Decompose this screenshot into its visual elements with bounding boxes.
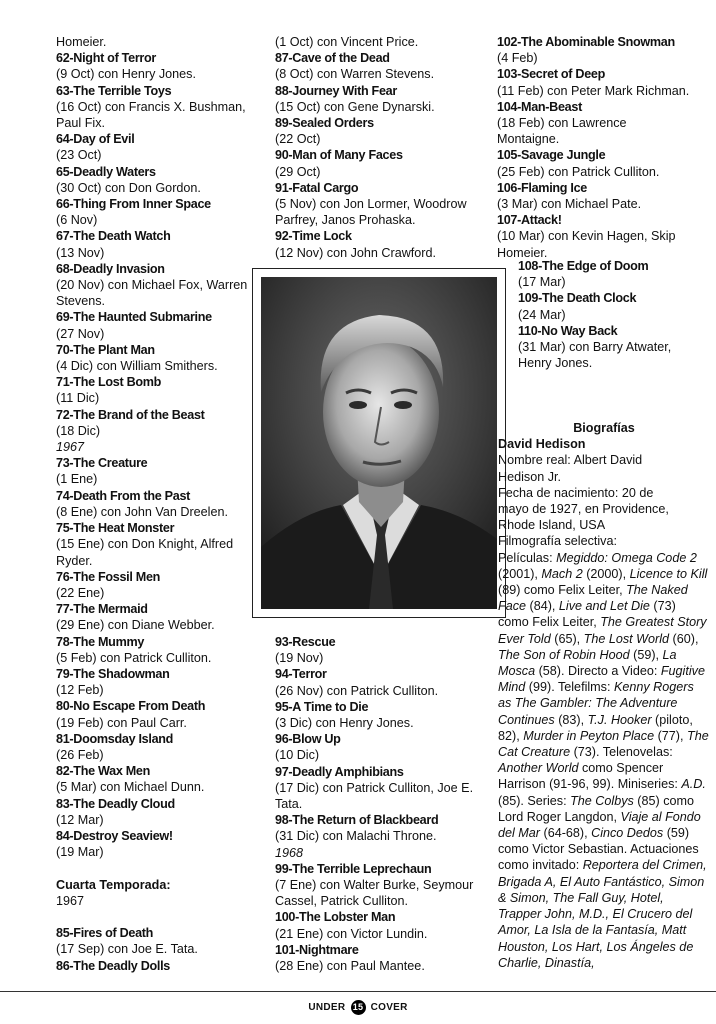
- episode-detail: (13 Nov): [56, 245, 105, 260]
- film-title: La Mosca: [498, 647, 677, 679]
- filmography-label: Filmografía selectiva:: [498, 534, 617, 549]
- portrait-image: [261, 277, 497, 609]
- episode-title: 75-The Heat Monster: [56, 521, 175, 536]
- episode-detail: (7 Ene) con Walter Burke, Seymour: [275, 878, 474, 893]
- biography-name: David Hedison: [498, 437, 586, 452]
- episode-title: 71-The Lost Bomb: [56, 375, 162, 390]
- episode-detail: (12 Mar): [56, 812, 104, 827]
- film-year: (2001),: [498, 566, 542, 581]
- episode-title: 81-Doomsday Island: [56, 731, 174, 746]
- film-title: The Naked Face: [498, 583, 688, 614]
- episode-detail: (12 Nov) con John Crawford.: [275, 245, 436, 260]
- episode-detail: (6 Nov): [56, 213, 98, 228]
- real-name-line-1: Nombre real: Albert David: [498, 453, 643, 468]
- biography-section: [498, 420, 710, 971]
- column-2-bottom: [275, 634, 480, 974]
- episode-detail: (8 Ene) con John Van Dreelen.: [56, 504, 228, 519]
- column-3-top: [497, 34, 709, 261]
- episode-title: 89-Sealed Orders: [275, 116, 374, 131]
- episode-title: 80-No Escape From Death: [56, 699, 206, 714]
- episode-title: 78-The Mummy: [56, 634, 145, 649]
- episode-detail: (11 Feb) con Peter Mark Richman.: [497, 83, 690, 98]
- episode-detail: Tata.: [275, 797, 303, 812]
- episode-title: 84-Destroy Seaview!: [56, 828, 173, 843]
- episode-title: 76-The Fossil Men: [56, 569, 161, 584]
- episode-title: 90-Man of Many Faces: [275, 148, 403, 163]
- episode-title: 77-The Mermaid: [56, 602, 148, 617]
- film-title: The Greatest Story Ever Told: [498, 615, 707, 646]
- film-year: (84),: [526, 599, 559, 614]
- episode-title: 70-The Plant Man: [56, 342, 155, 357]
- episode-title: 67-The Death Watch: [56, 229, 171, 244]
- episode-title: 88-Journey With Fear: [275, 83, 397, 98]
- episode-title: 83-The Deadly Cloud: [56, 796, 175, 811]
- episode-title: 82-The Wax Men: [56, 764, 151, 779]
- film-year: (89) como Felix Leiter,: [498, 583, 627, 598]
- episode-detail: (19 Feb) con Paul Carr.: [56, 715, 187, 730]
- episode-title: 93-Rescue: [275, 635, 336, 649]
- episode-title: 106-Flaming Ice: [497, 180, 587, 195]
- episode-detail: (25 Feb) con Patrick Culliton.: [497, 164, 660, 179]
- episode-title: 74-Death From the Past: [56, 488, 191, 503]
- film-title: Mach 2: [541, 566, 583, 581]
- episode-title: 63-The Terrible Toys: [56, 83, 172, 98]
- episode-detail: (4 Feb): [497, 51, 538, 66]
- episode-detail: (18 Feb) con Lawrence: [497, 116, 627, 131]
- guest-appearances: Reportera del Crimen, Brigada A, El Auto Fantástico, Simon & Simon, The Fall Guy, Hotel, Trapper John, M.D., El Crucero del Amor, La Isla de la Fantasía, Matt Houston, Los Hart, Los Ángeles de Charlie, Dinastía,: [498, 858, 707, 970]
- episode-detail: (30 Oct) con Don Gordon.: [56, 180, 201, 195]
- episode-detail: (24 Mar): [518, 307, 566, 322]
- episode-title: 65-Deadly Waters: [56, 164, 156, 179]
- episode-title: 92-Time Lock: [275, 229, 352, 244]
- film-year: (83),: [554, 712, 588, 727]
- film-title: Fugitive Mind: [498, 664, 705, 695]
- episode-detail: (12 Feb): [56, 683, 104, 698]
- episode-detail: (15 Oct) con Gene Dynarski.: [275, 99, 435, 114]
- episode-detail: (16 Oct) con Francis X. Bushman,: [56, 99, 246, 114]
- episode-detail: Cassel, Patrick Culliton.: [275, 894, 408, 909]
- episode-detail: (31 Dic) con Malachi Throne.: [275, 829, 437, 844]
- actor-portrait: [252, 268, 506, 618]
- film-year: (59),: [629, 647, 663, 662]
- episode-detail: (9 Oct) con Henry Jones.: [56, 67, 196, 82]
- episode-detail: Parfrey, Janos Prohaska.: [275, 213, 416, 228]
- episode-detail: (3 Dic) con Henry Jones.: [275, 716, 414, 731]
- film-title: A.D.: [681, 777, 706, 792]
- episode-detail: (19 Nov): [275, 651, 324, 666]
- episode-title: 99-The Terrible Leprechaun: [275, 861, 432, 876]
- episode-detail: (19 Mar): [56, 845, 104, 860]
- episode-detail: (5 Nov) con Jon Lormer, Woodrow: [275, 197, 467, 212]
- episode-title: 107-Attack!: [497, 213, 562, 228]
- episode-title: 94-Terror: [275, 667, 327, 682]
- film-title: Murder in Peyton Place: [523, 728, 655, 743]
- episode-detail: Montaigne.: [497, 132, 560, 147]
- footer-rule: [0, 991, 716, 992]
- film-year: (piloto, 82),: [498, 712, 693, 743]
- film-title: The Colbys: [570, 793, 634, 808]
- episode-title: 101-Nightmare: [275, 942, 359, 957]
- episode-detail: Homeier.: [497, 245, 548, 260]
- episode-detail: (4 Dic) con William Smithers.: [56, 359, 218, 374]
- episode-detail: (18 Dic): [56, 423, 101, 438]
- episode-title: 64-Day of Evil: [56, 132, 135, 147]
- real-name-line-2: Hedison Jr.: [498, 469, 561, 484]
- film-year: (99). Telefilms:: [525, 680, 614, 695]
- biography-heading: Biografías: [573, 421, 635, 435]
- film-year: (60),: [669, 631, 699, 646]
- episode-detail: (10 Dic): [275, 748, 320, 763]
- year-label: 1967: [56, 440, 85, 455]
- film-year: como Spencer Harrison (91-96, 99). Miniseries:: [498, 761, 682, 792]
- episode-title: 91-Fatal Cargo: [275, 180, 359, 195]
- page-number: 15: [351, 1000, 366, 1015]
- episode-detail: (22 Oct): [275, 132, 321, 147]
- episode-detail: (21 Ene) con Victor Lundin.: [275, 926, 428, 941]
- episode-detail: (5 Feb) con Patrick Culliton.: [56, 650, 212, 665]
- film-title: Another World: [498, 761, 579, 776]
- episode-detail: Ryder.: [56, 553, 93, 568]
- episode-title: 66-Thing From Inner Space: [56, 197, 211, 212]
- column-2-top: [275, 34, 480, 261]
- episode-title: 105-Savage Jungle: [497, 148, 606, 163]
- column-3-episodes: [518, 258, 708, 371]
- episode-detail: (26 Nov) con Patrick Culliton.: [275, 683, 439, 698]
- episode-detail: (11 Dic): [56, 391, 100, 406]
- episode-detail: (27 Nov): [56, 326, 105, 341]
- episode-detail: (17 Dic) con Patrick Culliton, Joe E.: [275, 780, 474, 795]
- episode-title: 102-The Abominable Snowman: [497, 35, 675, 49]
- episode-title: 100-The Lobster Man: [275, 910, 396, 925]
- film-year: (65),: [550, 631, 584, 646]
- film-title: Cinco Dedos: [591, 826, 664, 841]
- birth-line-1: Fecha de nacimiento: 20 de: [498, 485, 654, 500]
- episode-detail: (3 Mar) con Michael Pate.: [497, 197, 642, 212]
- episode-title: 104-Man-Beast: [497, 99, 582, 114]
- episode-detail: (31 Mar) con Barry Atwater,: [518, 340, 672, 355]
- episode-detail: (1 Oct) con Vincent Price.: [275, 35, 419, 49]
- episode-title: 87-Cave of the Dead: [275, 51, 390, 66]
- birth-line-3: Rhode Island, USA: [498, 518, 606, 533]
- film-title: The Son of Robin Hood: [498, 647, 630, 662]
- episode-title: 108-The Edge of Doom: [518, 259, 649, 273]
- episode-detail: (29 Oct): [275, 164, 321, 179]
- film-year: (64-68),: [540, 826, 592, 841]
- episode-detail: (26 Feb): [56, 747, 104, 762]
- episode-title: 98-The Return of Blackbeard: [275, 813, 439, 828]
- film-year: (73) como Felix Leiter,: [498, 599, 676, 630]
- episode-detail: Stevens.: [56, 294, 106, 309]
- episode-title: 69-The Haunted Submarine: [56, 310, 212, 325]
- episode-title: 85-Fires of Death: [56, 926, 154, 941]
- spacer: [56, 909, 256, 925]
- episode-detail: 1967: [56, 893, 85, 908]
- episode-detail: (17 Sep) con Joe E. Tata.: [56, 942, 198, 957]
- episode-title: 73-The Creature: [56, 456, 148, 471]
- film-title: Kenny Rogers as The Gambler: The Adventure Continues: [498, 680, 694, 727]
- spacer: [56, 860, 256, 876]
- episode-detail: (10 Mar) con Kevin Hagen, Skip: [497, 229, 676, 244]
- portrait-graphic: [261, 277, 497, 609]
- episode-title: 95-A Time to Die: [275, 699, 369, 714]
- year-label: 1968: [275, 845, 304, 860]
- page-footer: [0, 1000, 716, 1015]
- episode-detail: Henry Jones.: [518, 356, 593, 371]
- episode-detail: (23 Oct): [56, 148, 102, 163]
- episode-detail: Paul Fix.: [56, 116, 105, 131]
- film-title: Megiddo: Omega Code 2: [556, 550, 697, 565]
- season-heading: Cuarta Temporada:: [56, 877, 171, 892]
- filmography-text: [498, 550, 710, 971]
- film-year: (59) como Victor Sebastian. Actuaciones como invitado:: [498, 826, 699, 873]
- episode-detail: (8 Oct) con Warren Stevens.: [275, 67, 435, 82]
- film-year: (2000),: [582, 566, 630, 581]
- episode-title: 86-The Deadly Dolls: [56, 958, 170, 973]
- film-year: (85). Series:: [498, 793, 571, 808]
- episode-detail: (17 Mar): [518, 275, 566, 290]
- film-title: Viaje al Fondo del Mar: [498, 809, 701, 841]
- episode-title: 62-Night of Terror: [56, 51, 157, 66]
- footer-brand-left: UNDER: [308, 1002, 346, 1013]
- film-title: The Cat Creature: [498, 728, 709, 760]
- episode-detail: (5 Mar) con Michael Dunn.: [56, 780, 205, 795]
- episode-title: 110-No Way Back: [518, 323, 618, 338]
- episode-detail: (22 Ene): [56, 585, 105, 600]
- film-title: Licence to Kill: [629, 566, 708, 581]
- episode-detail: (1 Ene): [56, 472, 98, 487]
- column-1: [56, 34, 256, 974]
- film-title: The Lost World: [583, 631, 670, 646]
- episode-title: 97-Deadly Amphibians: [275, 764, 404, 779]
- episode-title: 72-The Brand of the Beast: [56, 407, 205, 422]
- episode-detail: (15 Ene) con Don Knight, Alfred: [56, 537, 234, 552]
- film-year: (85) como Lord Roger Langdon,: [498, 793, 694, 824]
- film-title: T.J. Hooker: [587, 712, 652, 727]
- birth-line-2: mayo de 1927, en Providence,: [498, 502, 669, 517]
- films-label: Películas:: [498, 550, 557, 565]
- film-year: (73). Telenovelas:: [570, 745, 673, 760]
- episode-title: 103-Secret of Deep: [497, 67, 605, 82]
- film-title: Live and Let Die: [558, 599, 650, 614]
- episode-title: 109-The Death Clock: [518, 291, 637, 306]
- episode-title: 68-Deadly Invasion: [56, 261, 165, 276]
- film-year: (58). Directo a Video:: [535, 664, 661, 679]
- episode-title: 79-The Shadowman: [56, 666, 170, 681]
- film-year: (77),: [654, 728, 688, 743]
- footer-brand-right: COVER: [370, 1002, 408, 1013]
- episode-detail: (20 Nov) con Michael Fox, Warren: [56, 278, 248, 293]
- episode-title: 96-Blow Up: [275, 732, 341, 747]
- episode-detail: Homeier.: [56, 35, 107, 49]
- episode-detail: (29 Ene) con Diane Webber.: [56, 618, 215, 633]
- episode-detail: (28 Ene) con Paul Mantee.: [275, 959, 425, 974]
